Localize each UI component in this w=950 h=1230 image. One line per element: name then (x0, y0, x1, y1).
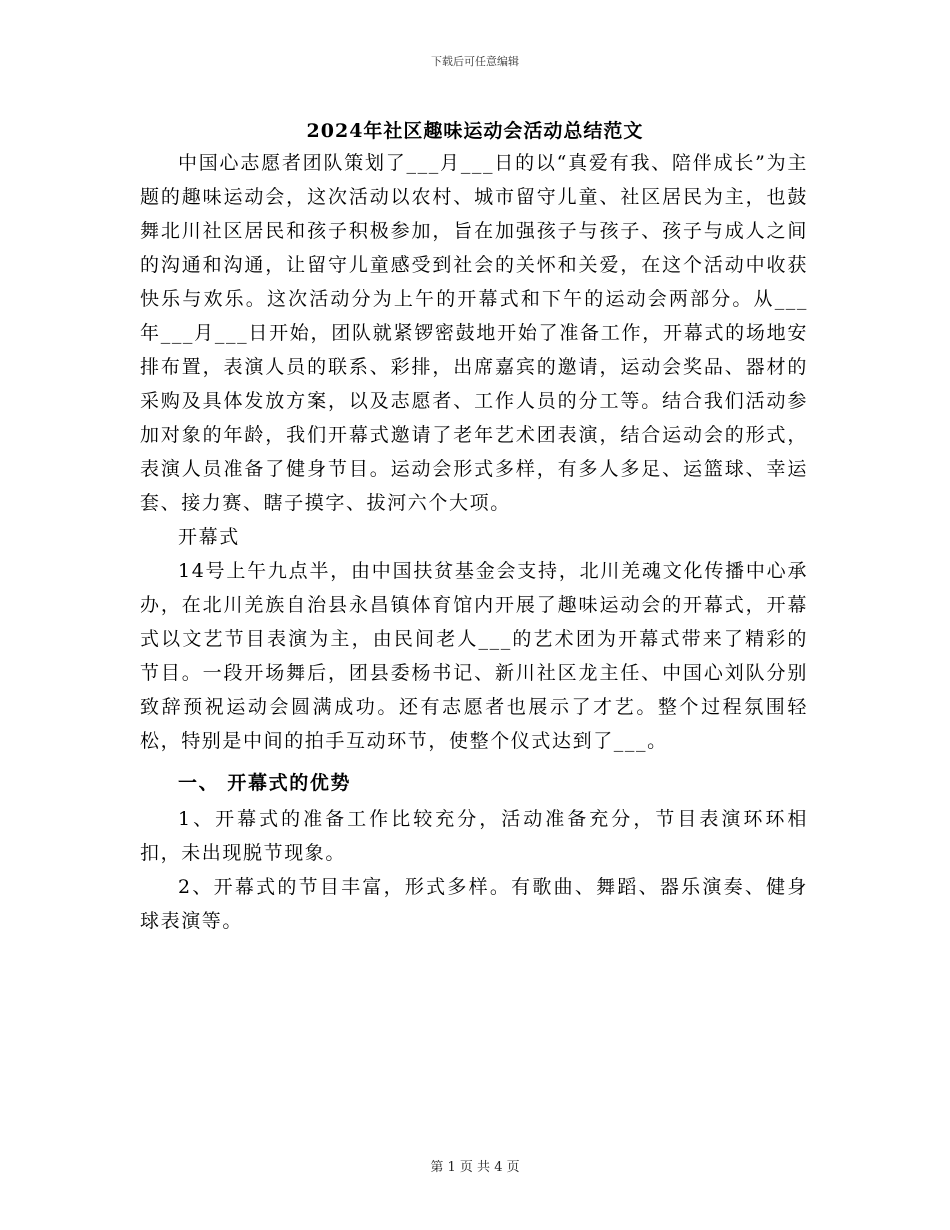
section-item-2: 2、开幕式的节目丰富，形式多样。有歌曲、舞蹈、器乐演奏、健身球表演等。 (140, 876, 808, 932)
opening-ceremony-paragraph: 14号上午九点半，由中国扶贫基金会支持，北川羌魂文化传播中心承办，在北川羌族自治县永昌镇体育馆内开展了趣味运动会的开幕式，开幕式以文艺节目表演为主，由民间老人___的艺术团为开幕式带来了精彩的节目。一段开场舞后，团县委杨书记、新川社区龙主任、中国心刘队分别致辞预祝运动会圆满成功。还有志愿者也展示了才艺。整个过程氛围轻松，特别是中间的拍手互动环节，使整个仪式达到了___。 (140, 560, 808, 752)
document-body (140, 146, 808, 938)
section-item-1: 1、开幕式的准备工作比较充分，活动准备充分，节目表演环环相扣，未出现脱节现象。 (140, 808, 808, 864)
page-footer-number: 第 1 页 共 4 页 (430, 1160, 520, 1175)
opening-ceremony-label: 开幕式 (178, 526, 240, 548)
document-title: 2024年社区趣味运动会活动总结范文 (306, 120, 644, 142)
intro-paragraph: 中国心志愿者团队策划了___月___日的以“真爱有我、陪伴成长”为主题的趣味运动会，这次活动以农村、城市留守儿童、社区居民为主，也鼓舞北川社区居民和孩子积极参加，旨在加强孩子与孩子、孩子与成人之间的沟通和沟通，让留守儿童感受到社会的关怀和关爱，在这个活动中收获快乐与欢乐。这次活动分为上午的开幕式和下午的运动会两部分。从___年___月___日开始，团队就紧锣密鼓地开始了准备工作，开幕式的场地安排布置，表演人员的联系、彩排，出席嘉宾的邀请，运动会奖品、器材的采购及具体发放方案，以及志愿者、工作人员的分工等。结合我们活动参加对象的年龄，我们开幕式邀请了老年艺术团表演，结合运动会的形式，表演人员准备了健身节目。运动会形式多样，有多人多足、运篮球、幸运套、接力赛、瞎子摸字、拔河六个大项。 (140, 152, 808, 514)
page-header-note: 下载后可任意编辑 (431, 55, 519, 68)
section-heading: 一、 开幕式的优势 (178, 772, 352, 794)
